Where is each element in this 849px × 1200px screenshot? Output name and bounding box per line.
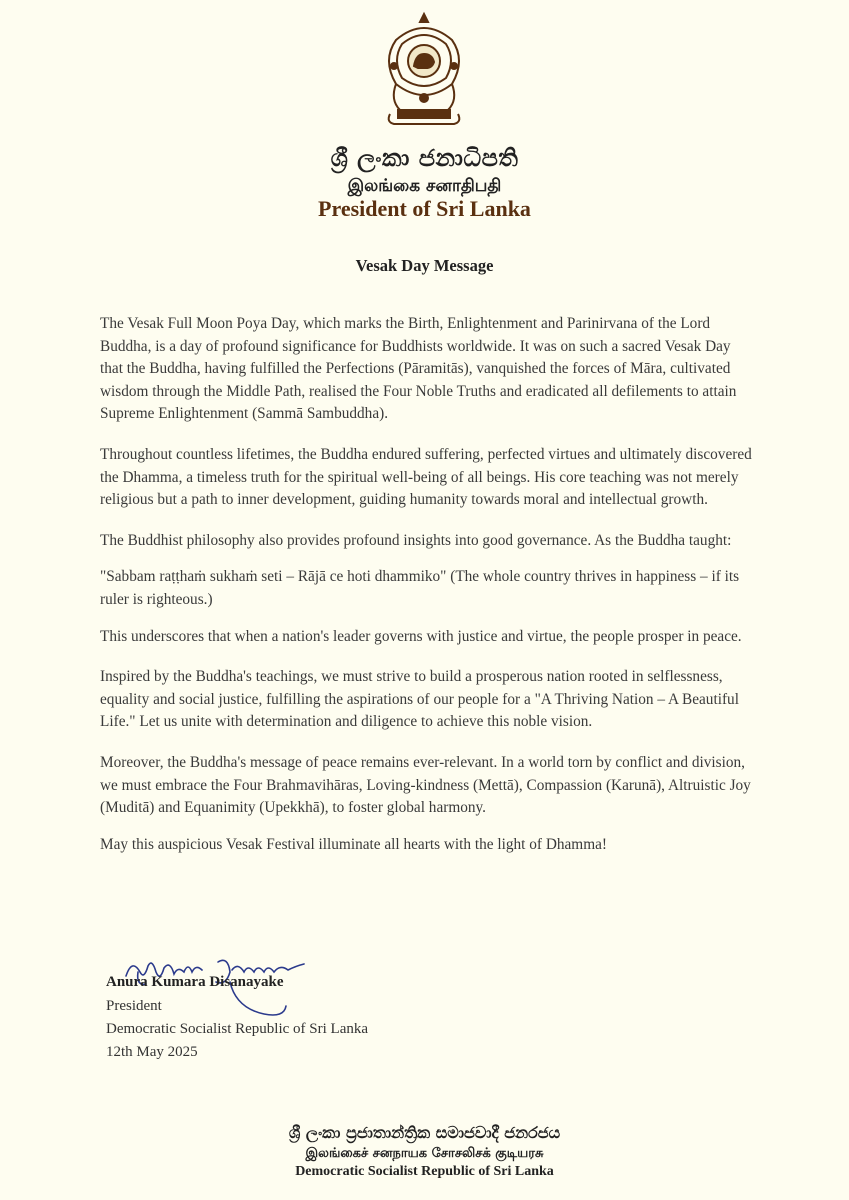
letterhead-sinhala: ශ්‍රී ලංකා ජනාධිපති [330, 144, 519, 172]
footer-tamil: இலங்கைச் சனநாயக சோசலிசக் குடியரசு [305, 1146, 544, 1161]
footer-sinhala: ශ්‍රී ලංකා ප්‍රජාතාන්ත්‍රික සමාජවාදී ජනරජය [288, 1123, 561, 1142]
paragraph: The Vesak Full Moon Poya Day, which marks the Birth, Enlightenment and Parinirvana of the Lord Buddha, is a day of profound significance for Buddhists worldwide. It was on such a sacred Vesak Day that the Buddha, having fulfilled the Perfections (Pāramitās), vanquished the forces of Māra, cultivated wisdom through the Middle Path, realised the Four Noble Truths and eradicated all defilements to attain Supreme Enlightenment (Sammā Sambuddha). [100, 315, 737, 423]
message-body [100, 313, 754, 874]
signatory-organization: Democratic Socialist Republic of Sri Lanka [106, 1021, 369, 1037]
paragraph: Inspired by the Buddha's teachings, we must strive to build a prosperous nation rooted in selflessness, equality and social justice, fulfilling the aspirations of our people for a "A Thriving Nation – A Beautiful Life." Let us unite with determination and diligence to achieve this noble vision. [100, 668, 739, 731]
signatory-title: President [106, 998, 162, 1014]
pali-quote: "Sabbam raṭṭhaṁ sukhaṁ seti – Rājā ce hoti dhammiko" (The whole country thrives in happiness – if its ruler is righteous.) [100, 568, 740, 608]
sri-lanka-emblem-icon [376, 10, 472, 128]
letterhead-english: President of Sri Lanka [318, 196, 531, 221]
letterhead-tamil: இலங்கை சனாதிபதி [347, 176, 502, 196]
message-title: Vesak Day Message [355, 256, 494, 275]
paragraph: This underscores that when a nation's leader governs with justice and virtue, the people prosper in peace. [100, 627, 742, 645]
paragraph: May this auspicious Vesak Festival illuminate all hearts with the light of Dhamma! [100, 835, 607, 853]
footer-english: Democratic Socialist Republic of Sri Lanka [295, 1164, 554, 1179]
signatory-name: Anura Kumara Disanayake [106, 974, 284, 990]
paragraph: Moreover, the Buddha's message of peace remains ever-relevant. In a world torn by conflict and division, we must embrace the Four Brahmavihāras, Loving-kindness (Mettā), Compassion (Karunā), Altruistic Joy (Muditā) and Equanimity (Upekkhā), to foster global harmony. [100, 753, 751, 817]
paragraph: Throughout countless lifetimes, the Buddha endured suffering, perfected virtues and ultimately discovered the Dhamma, a timeless truth for the spiritual well-being of all beings. His core teaching was not merely religious but a path to inner development, guiding humanity towards moral and intellectual growth. [100, 445, 752, 509]
letter-date: 12th May 2025 [106, 1044, 198, 1060]
paragraph: The Buddhist philosophy also provides profound insights into good governance. As the Buddha taught: [100, 531, 732, 549]
